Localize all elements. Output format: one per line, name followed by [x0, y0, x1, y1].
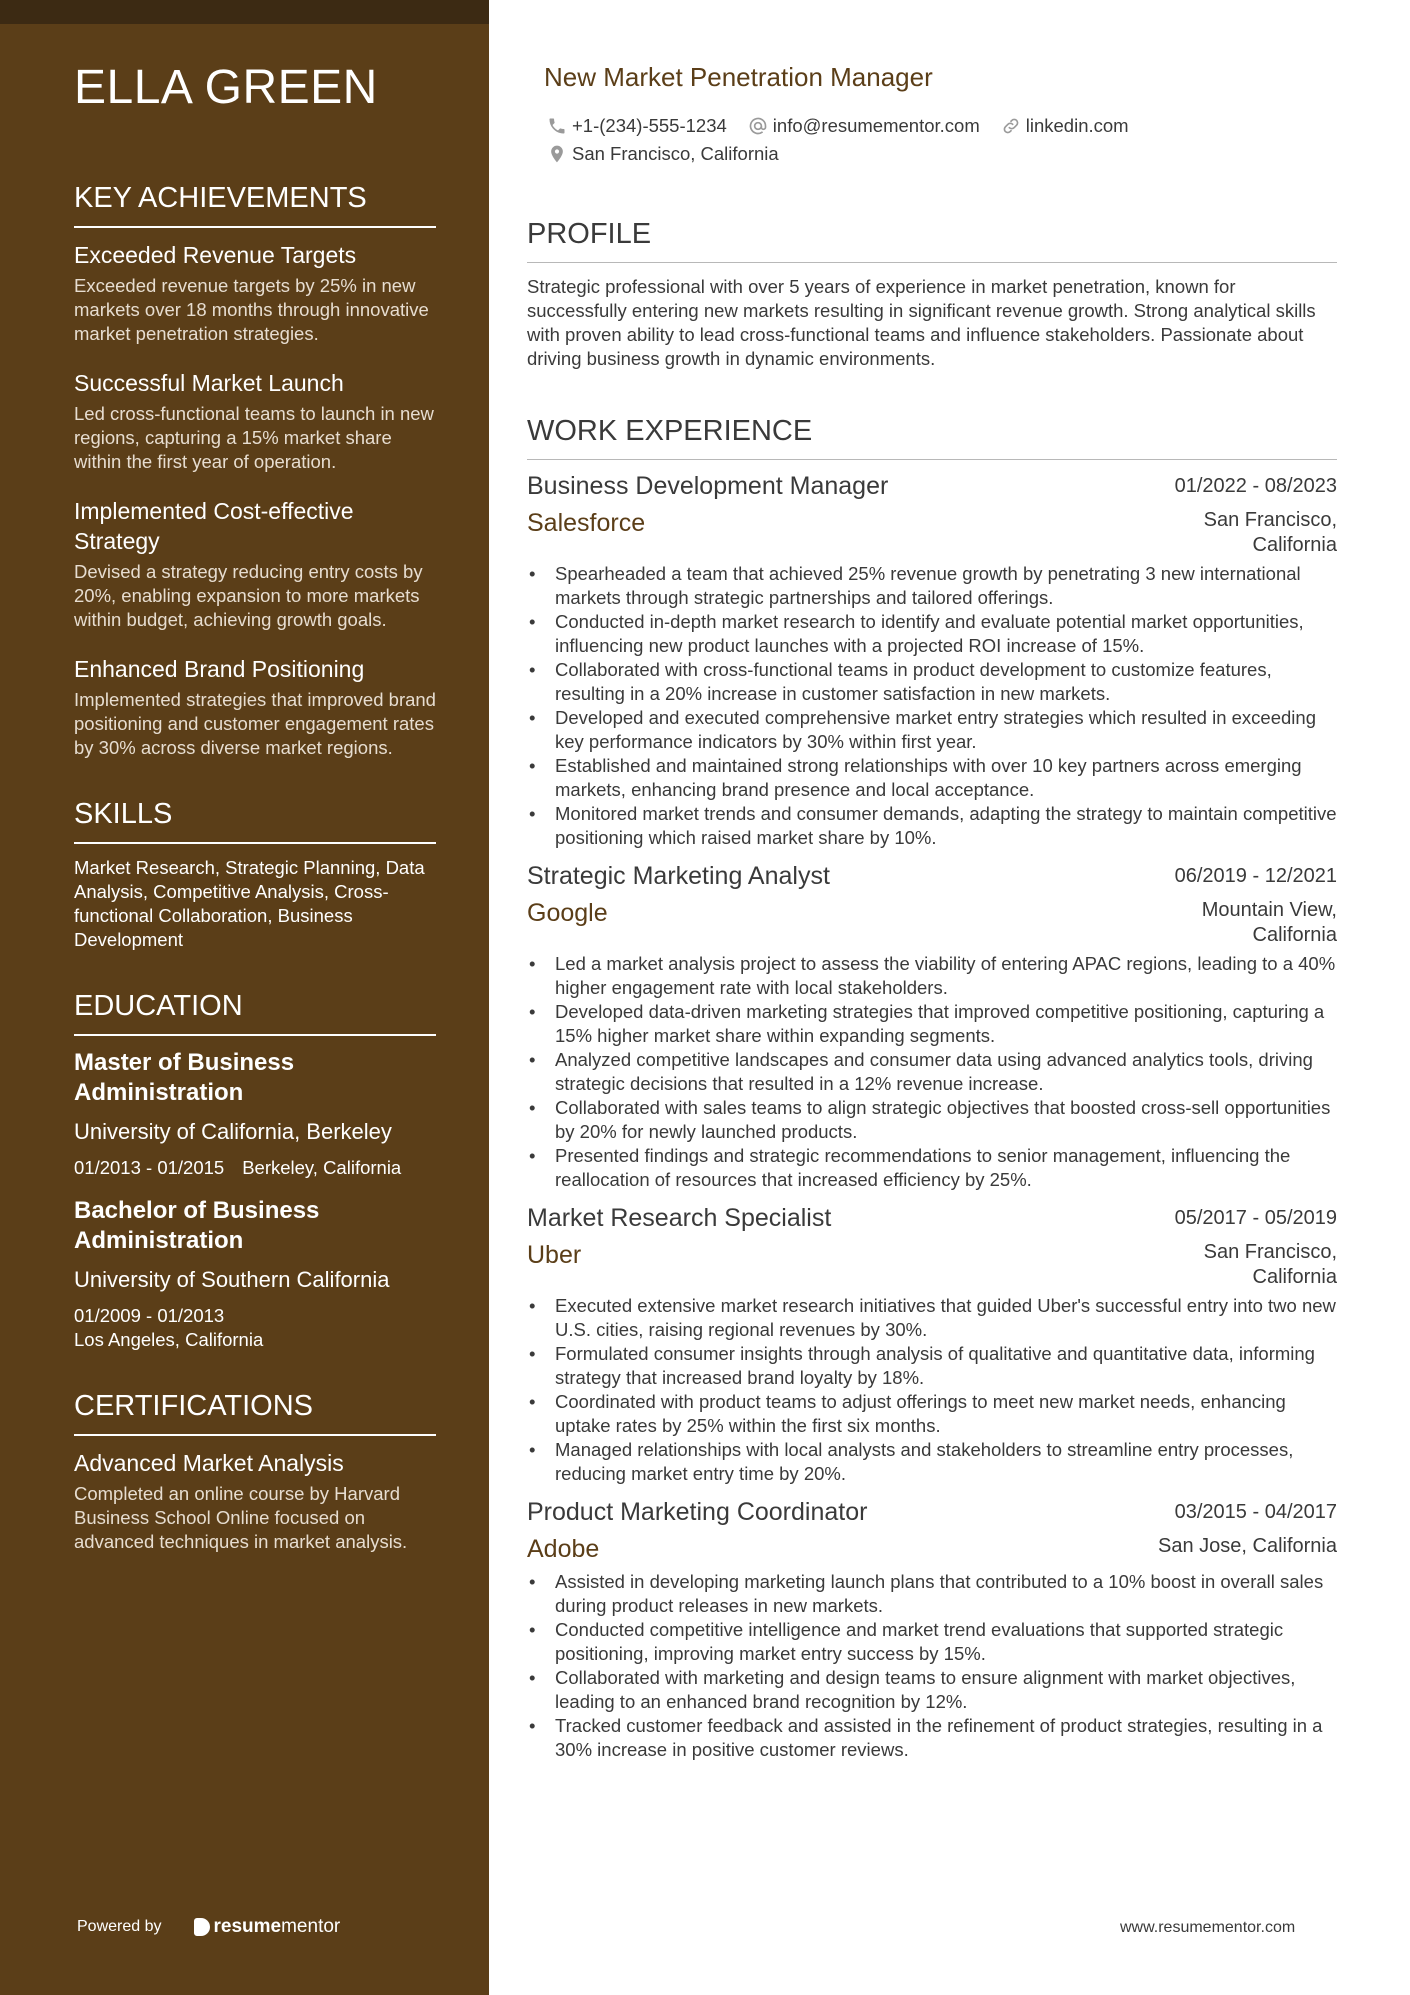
achievement-title: Successful Market Launch: [74, 370, 344, 396]
achievements-section: [74, 180, 436, 760]
achievement-desc: Implemented strategies that improved brand positioning and customer engagement rates by 30% across diverse market regions.: [74, 689, 436, 758]
bullet-item: • Led a market analysis project to assess the viability of entering APAC regions, leading to a 40% higher engagement rate with local stakeholders.: [527, 952, 1337, 1000]
contact-info: [546, 112, 1336, 168]
job-position: Strategic Marketing Analyst: [527, 862, 830, 890]
education-dates: 01/2013 - 01/2015: [74, 1157, 225, 1178]
achievement-item: [74, 368, 436, 474]
bullet-item: • Presented findings and strategic recommendations to senior management, influencing the reallocation of resources that increased efficiency by 25%.: [527, 1144, 1337, 1192]
job-title: New Market Penetration Manager: [544, 62, 933, 92]
bullet-item: • Collaborated with cross-functional teams in product development to customize features, resulting in a 20% increase in customer satisfaction in new markets.: [527, 658, 1337, 706]
linkedin-text: linkedin.com: [1025, 115, 1129, 136]
contact-email[interactable]: [747, 115, 980, 137]
job-entry: [527, 860, 1337, 1192]
job-bullets: [527, 562, 1337, 850]
job-position: Product Marketing Coordinator: [527, 1498, 868, 1526]
brand-light: mentor: [281, 1916, 341, 1937]
school-name: University of Southern California: [74, 1267, 390, 1292]
certifications-heading: CERTIFICATIONS: [74, 1388, 436, 1436]
job-entry: [527, 1496, 1337, 1762]
achievement-item: [74, 496, 436, 632]
brand-bold: resume: [213, 1916, 282, 1937]
job-dates: 06/2019 - 12/2021: [1174, 865, 1337, 887]
achievement-title: Enhanced Brand Positioning: [74, 656, 365, 682]
bullet-item: • Tracked customer feedback and assisted in the refinement of product strategies, resulting in a 30% increase in positive customer reviews.: [527, 1714, 1337, 1762]
bullet-item: • Collaborated with marketing and design teams to ensure alignment with market objectives, leading to an enhanced brand recognition by 12%.: [527, 1666, 1337, 1714]
contact-location: [546, 143, 779, 165]
bullet-item: • Conducted competitive intelligence and market trend evaluations that supported strategic positioning, improving market entry success by 15%.: [527, 1618, 1337, 1666]
achievements-heading: KEY ACHIEVEMENTS: [74, 180, 436, 228]
achievement-desc: Exceeded revenue targets by 25% in new markets over 18 months through innovative market penetration strategies.: [74, 275, 429, 344]
job-location-line-1: San Francisco,: [1203, 1241, 1337, 1263]
email-text: info@resumementor.com: [772, 115, 980, 136]
phone-text: +1-(234)-555-1234: [572, 115, 727, 136]
job-location-line-2: California: [1252, 924, 1337, 946]
job-dates: 01/2022 - 08/2023: [1174, 475, 1337, 497]
skills-heading: SKILLS: [74, 796, 436, 844]
job-location: [1204, 1240, 1337, 1290]
candidate-name: ELLA GREEN: [74, 61, 378, 114]
achievement-title: Exceeded Revenue Targets: [74, 242, 357, 268]
sidebar: [0, 0, 489, 1995]
bullet-item: • Established and maintained strong relationships with over 10 key partners across emerging markets, enhancing brand presence and local acceptance.: [527, 754, 1337, 802]
education-heading: EDUCATION: [74, 988, 436, 1036]
bullet-item: • Conducted in-depth market research to identify and evaluate potential market opportunities, influencing new product launches with a projected ROI increase of 15%.: [527, 610, 1337, 658]
certifications-section: [74, 1388, 436, 1554]
education-item: [74, 1196, 436, 1352]
job-location: [1158, 1534, 1337, 1559]
phone-icon: [546, 116, 568, 136]
bullet-item: • Analyzed competitive landscapes and consumer data using advanced analytics tools, driving strategic decisions that resulted in a 12% revenue increase.: [527, 1048, 1337, 1096]
skills-list: Market Research, Strategic Planning, Data Analysis, Competitive Analysis, Cross-functional Collaboration, Business Development: [74, 857, 425, 950]
job-location-line-2: California: [1252, 534, 1337, 556]
degree-name: Master of Business Administration: [74, 1049, 295, 1106]
education-location: Los Angeles, California: [74, 1329, 264, 1350]
powered-by-label: Powered by: [77, 1918, 162, 1935]
link-icon: [1000, 116, 1022, 136]
sidebar-top-band: [0, 0, 489, 24]
profile-text: Strategic professional with over 5 years of experience in market penetration, known for successfully entering new markets resulting in significant revenue growth. Strong analytical skills with proven ability to lead cross-functional teams and influence stakeholders. Passionate about driving business growth in dynamic environments.: [527, 276, 1316, 369]
bullet-item: • Coordinated with product teams to adjust offerings to meet new market needs, enhancing uptake rates by 25% within the first six months.: [527, 1390, 1337, 1438]
school-name: University of California, Berkeley: [74, 1119, 392, 1144]
certification-title: Advanced Market Analysis: [74, 1450, 344, 1476]
job-location-line-1: San Francisco,: [1203, 509, 1337, 531]
footer-website-link[interactable]: www.resumementor.com: [1120, 1919, 1296, 1936]
job-entry: [527, 470, 1337, 850]
job-bullets: [527, 1570, 1337, 1762]
company-name: Google: [527, 899, 608, 927]
location-text: San Francisco, California: [572, 143, 779, 164]
job-entry: [527, 1202, 1337, 1486]
bullet-item: • Developed data-driven marketing strategies that improved competitive positioning, capturing a 15% higher market share within expanding segments.: [527, 1000, 1337, 1048]
bullet-item: • Formulated consumer insights through analysis of qualitative and quantitative data, informing strategy that increased brand loyalty by 18%.: [527, 1342, 1337, 1390]
education-location: Berkeley, California: [242, 1157, 402, 1178]
job-dates: 03/2015 - 04/2017: [1174, 1501, 1337, 1523]
experience-heading: WORK EXPERIENCE: [527, 413, 1337, 460]
job-bullets: [527, 1294, 1337, 1486]
job-position: Business Development Manager: [527, 472, 889, 500]
achievement-item: [74, 240, 436, 346]
location-pin-icon: [546, 144, 568, 164]
achievement-desc: Devised a strategy reducing entry costs by 20%, enabling expansion to more markets within budget, achieving growth goals.: [74, 561, 423, 630]
education-dates: 01/2009 - 01/2013: [74, 1305, 225, 1326]
achievement-title: Implemented Cost-effective Strategy: [74, 498, 354, 554]
experience-section: [527, 413, 1337, 1762]
profile-section: [527, 216, 1337, 371]
job-location-line-1: San Jose, California: [1158, 1535, 1337, 1557]
bullet-item: • Collaborated with sales teams to align strategic objectives that boosted cross-sell opportunities by 20% for newly launched products.: [527, 1096, 1337, 1144]
company-name: Salesforce: [527, 509, 646, 537]
at-sign-icon: [747, 116, 769, 136]
job-location-line-1: Mountain View,: [1201, 899, 1337, 921]
achievement-item: [74, 654, 436, 760]
bullet-item: • Assisted in developing marketing launch plans that contributed to a 10% boost in overall sales during product releases in new markets.: [527, 1570, 1337, 1618]
contact-linkedin[interactable]: [1000, 115, 1129, 137]
bullet-item: • Developed and executed comprehensive market entry strategies which resulted in exceeding key performance indicators by 30% within first year.: [527, 706, 1337, 754]
company-name: Adobe: [527, 1535, 600, 1563]
job-dates: 05/2017 - 05/2019: [1174, 1207, 1337, 1229]
achievement-desc: Led cross-functional teams to launch in new regions, capturing a 15% market share within the first year of operation.: [74, 403, 434, 472]
bullet-item: • Spearheaded a team that achieved 25% revenue growth by penetrating 3 new international markets through strategic partnerships and tailored offerings.: [527, 562, 1337, 610]
resumementor-logo[interactable]: [194, 1916, 341, 1938]
degree-name: Bachelor of Business Administration: [74, 1197, 320, 1254]
resumementor-logo-icon: [194, 1918, 210, 1936]
job-location: [1202, 898, 1337, 948]
powered-by: [77, 1916, 340, 1938]
job-location: [1204, 508, 1337, 558]
contact-phone[interactable]: [546, 115, 727, 137]
education-section: [74, 988, 436, 1352]
certification-desc: Completed an online course by Harvard Business School Online focused on advanced techniques in market analysis.: [74, 1483, 408, 1552]
company-name: Uber: [527, 1241, 582, 1269]
job-location-line-2: California: [1252, 1266, 1337, 1288]
bullet-item: • Monitored market trends and consumer demands, adapting the strategy to maintain competitive positioning which raised market share by 10%.: [527, 802, 1337, 850]
job-bullets: [527, 952, 1337, 1192]
skills-section: [74, 796, 436, 952]
job-position: Market Research Specialist: [527, 1204, 832, 1232]
profile-heading: PROFILE: [527, 216, 1337, 263]
education-item: [74, 1048, 436, 1180]
bullet-item: • Managed relationships with local analysts and stakeholders to streamline entry processes, reducing market entry time by 20%.: [527, 1438, 1337, 1486]
bullet-item: • Executed extensive market research initiatives that guided Uber's successful entry into two new U.S. cities, raising regional revenues by 30%.: [527, 1294, 1337, 1342]
